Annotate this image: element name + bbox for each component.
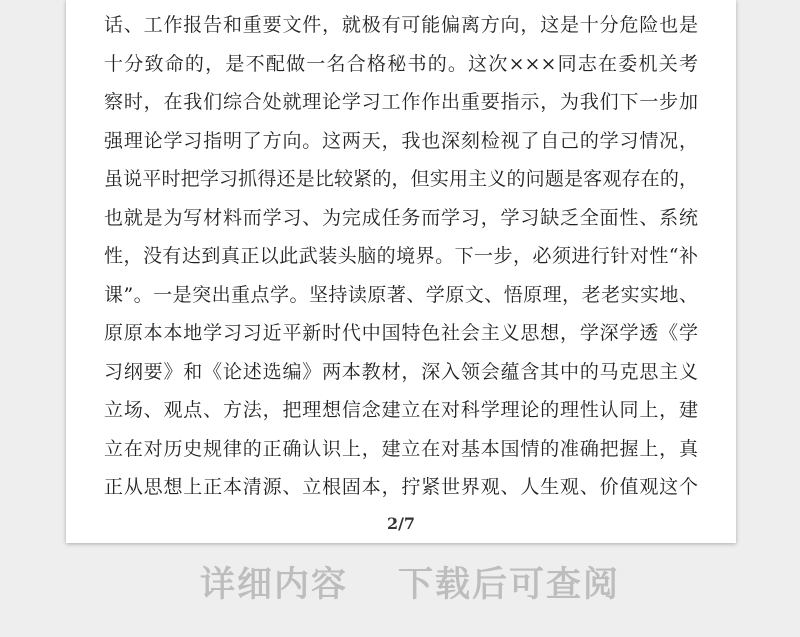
- text-line: 习纲要》和《论述选编》两本教材，深入领会蕴含其中的马克思主义: [104, 360, 698, 383]
- document-page: [66, 0, 736, 543]
- text-line: 察时，在我们综合处就理论学习工作作出重要指示，为我们下一步加: [104, 91, 698, 113]
- text-line: 课”。一是突出重点学。坚持读原著、学原文、悟原理，老老实实地、: [104, 283, 698, 306]
- text-line: 原原本本地学习习近平新时代中国特色社会主义思想，学深学透《学: [104, 322, 698, 344]
- text-line: 话、工作报告和重要文件，就极有可能偏离方向，这是十分危险也是: [104, 14, 698, 36]
- document-body: [104, 6, 698, 507]
- text-line: 立场、观点、方法，把理想信念建立在对科学理论的理性认同上，建: [104, 399, 698, 421]
- download-banner: [0, 560, 800, 610]
- text-line: 也就是为写材料而学习、为完成任务而学习，学习缺乏全面性、系统: [104, 206, 698, 229]
- text-line: 虽说平时把学习抓得还是比较紧的，但实用主义的问题是客观存在的，: [104, 168, 698, 190]
- banner-details-label: 详细内容: [200, 565, 349, 605]
- banner-download-label: 下载后可查阅: [398, 565, 621, 605]
- text-line: 十分致命的，是不配做一名合格秘书的。这次×××同志在委机关考: [104, 52, 698, 75]
- text-line: 正从思想上正本清源、立根固本，拧紧世界观、人生观、价值观这个: [104, 476, 698, 498]
- text-line: 强理论学习指明了方向。这两天，我也深刻检视了自己的学习情况，: [104, 129, 698, 152]
- text-line: 立在对历史规律的正确认识上，建立在对基本国情的准确把握上，真: [104, 437, 698, 460]
- text-line: 性，没有达到真正以此武装头脑的境界。下一步，必须进行针对性“补: [104, 245, 698, 267]
- page-number: 2/7: [386, 514, 416, 533]
